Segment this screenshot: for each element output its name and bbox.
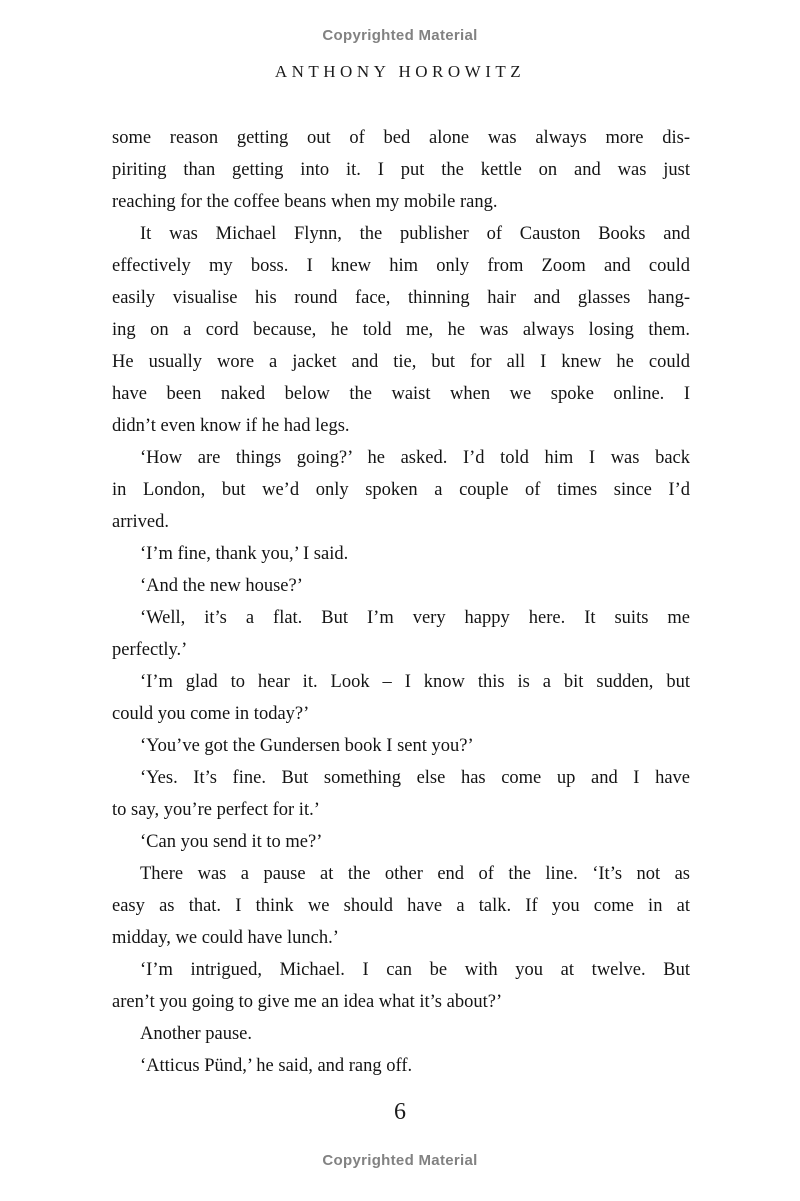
text-line: ‘Well, it’s a flat. But I’m very happy here. It suits me <box>140 608 690 628</box>
text-line: effectively my boss. I knew him only from Zoom and could <box>112 256 690 276</box>
text-line: piriting than getting into it. I put the kettle on and was just <box>112 160 690 180</box>
text-line: ing on a cord because, he told me, he was always losing them. <box>112 320 690 340</box>
paragraph <box>112 730 690 762</box>
paragraph <box>112 666 690 730</box>
paragraph <box>112 538 690 570</box>
text-line: reaching for the coffee beans when my mobile rang. <box>112 192 498 212</box>
text-line: midday, we could have lunch.’ <box>112 928 339 948</box>
paragraph <box>112 602 690 666</box>
paragraph <box>112 218 690 442</box>
text-block <box>112 122 690 1082</box>
text-line: ‘How are things going?’ he asked. I’d told him I was back <box>140 448 690 468</box>
text-line: ‘And the new house?’ <box>140 576 303 596</box>
paragraph <box>112 762 690 826</box>
text-line: ‘I’m intrigued, Michael. I can be with you at twelve. But <box>140 960 690 980</box>
text-line: It was Michael Flynn, the publisher of Causton Books and <box>140 224 690 244</box>
paragraph <box>112 570 690 602</box>
text-line: Another pause. <box>140 1024 252 1044</box>
paragraph <box>112 954 690 1018</box>
text-line: ‘You’ve got the Gundersen book I sent you?’ <box>140 736 474 756</box>
text-line: some reason getting out of bed alone was always more dis- <box>112 128 690 148</box>
paragraph <box>112 826 690 858</box>
text-line: perfectly.’ <box>112 640 188 660</box>
paragraph <box>112 1018 690 1050</box>
text-line: in London, but we’d only spoken a couple of times since I’d <box>112 480 690 500</box>
text-line: could you come in today?’ <box>112 704 310 724</box>
text-line: ‘Can you send it to me?’ <box>140 832 323 852</box>
text-line: to say, you’re perfect for it.’ <box>112 800 320 820</box>
paragraph <box>112 858 690 954</box>
text-line: didn’t even know if he had legs. <box>112 416 350 436</box>
copyright-notice-top: Copyrighted Material <box>322 27 478 44</box>
text-line: ‘Yes. It’s fine. But something else has come up and I have <box>140 768 690 788</box>
text-line: ‘I’m fine, thank you,’ I said. <box>140 544 349 564</box>
paragraph <box>112 442 690 538</box>
text-line: There was a pause at the other end of the line. ‘It’s not as <box>140 864 690 884</box>
running-header-author: ANTHONY HOROWITZ <box>274 62 526 81</box>
text-line: He usually wore a jacket and tie, but for all I knew he could <box>112 352 690 372</box>
text-line: aren’t you going to give me an idea what it’s about?’ <box>112 992 503 1012</box>
page-number: 6 <box>394 1099 406 1125</box>
text-line: arrived. <box>112 512 170 532</box>
text-line: have been naked below the waist when we spoke online. I <box>112 384 690 404</box>
text-line: easy as that. I think we should have a talk. If you come in at <box>112 896 690 916</box>
text-line: easily visualise his round face, thinning hair and glasses hang- <box>112 288 690 308</box>
paragraph <box>112 122 690 218</box>
text-line: ‘I’m glad to hear it. Look – I know this is a bit sudden, but <box>140 672 690 692</box>
paragraph <box>112 1050 690 1082</box>
text-line: ‘Atticus Pünd,’ he said, and rang off. <box>140 1056 413 1076</box>
copyright-notice-bottom: Copyrighted Material <box>322 1152 478 1169</box>
